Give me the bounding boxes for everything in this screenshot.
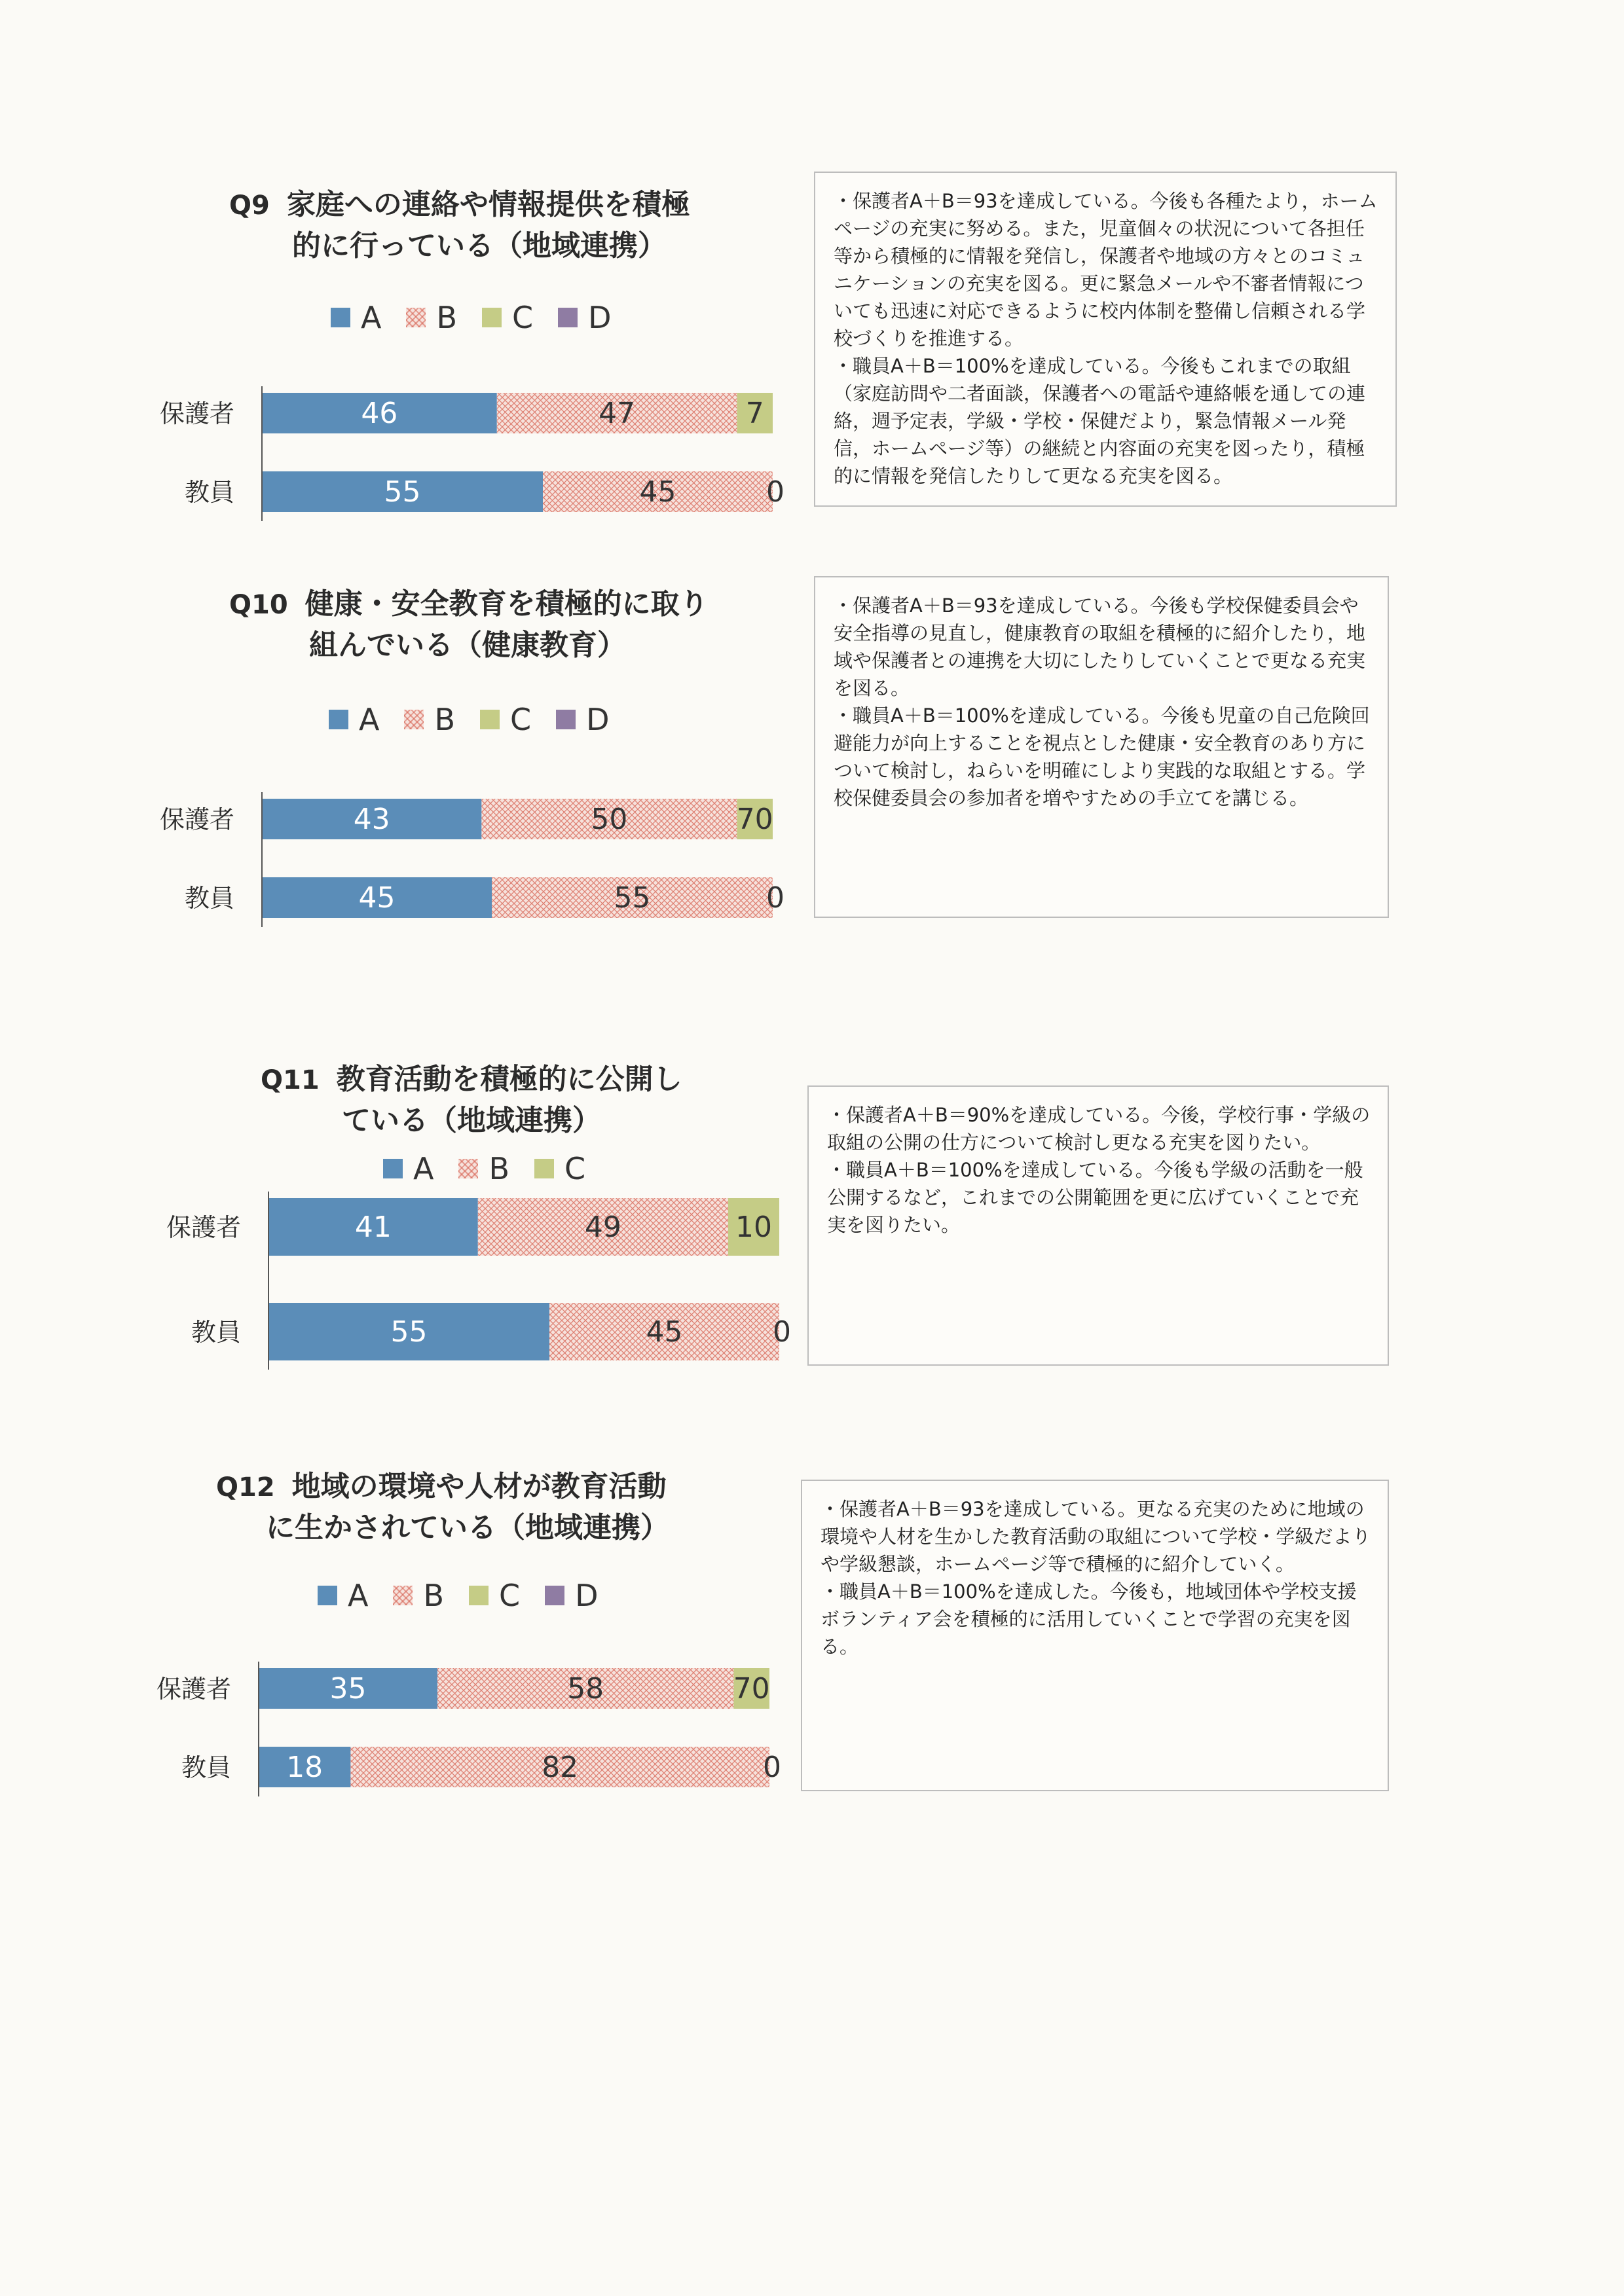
question-title-line1: 健康・安全教育を積極的に取り	[304, 587, 709, 621]
legend-swatch-b	[393, 1586, 413, 1605]
value-label: 0	[766, 475, 784, 509]
question-title	[261, 1059, 682, 1141]
legend-item-b	[404, 702, 455, 737]
legend-label: D	[575, 1578, 599, 1613]
question-title-line2: 的に行っている（地域連携）	[292, 229, 667, 263]
legend-label: D	[586, 702, 610, 737]
legend-label: D	[588, 300, 612, 335]
legend-swatch-a	[329, 710, 348, 729]
legend-swatch-a	[318, 1586, 337, 1605]
value-label: 82	[542, 1751, 579, 1784]
stacked-bar-chart	[138, 1185, 832, 1374]
legend-item-a	[318, 1578, 368, 1613]
chart-svg	[128, 1655, 822, 1800]
legend-swatch-d	[556, 710, 576, 729]
legend-swatch-a	[331, 308, 350, 327]
legend-item-d	[556, 702, 609, 737]
legend-label: B	[436, 300, 458, 335]
legend-item-d	[558, 300, 611, 335]
category-label: 保護者	[156, 1675, 231, 1704]
legend-label: C	[510, 702, 532, 737]
chart-legend	[329, 702, 635, 737]
legend-label: B	[434, 702, 456, 737]
legend-item-b	[406, 300, 457, 335]
value-label: 10	[735, 1211, 772, 1244]
legend-item-c	[469, 1578, 520, 1613]
value-label: 18	[286, 1751, 323, 1784]
legend-item-a	[383, 1151, 434, 1186]
question-number: Q10	[229, 590, 288, 620]
legend-swatch-c	[482, 308, 502, 327]
value-label: 41	[354, 1211, 392, 1244]
value-label: 70	[733, 1672, 770, 1705]
value-label: 45	[358, 881, 396, 915]
comment-paragraph: ・保護者A＋B＝90%を達成している。今後，学校行事・学級の取組の公開の仕方について検討し更なる充実を図りたい。	[827, 1104, 1371, 1154]
legend-label: A	[359, 702, 380, 737]
legend-item-c	[480, 702, 531, 737]
legend-label: A	[348, 1578, 369, 1613]
question-title	[229, 584, 709, 666]
legend-swatch-d	[545, 1586, 564, 1605]
category-label: 教員	[184, 478, 234, 507]
stacked-bar-chart	[128, 1655, 822, 1800]
value-label: 55	[390, 1315, 428, 1349]
value-label: 7	[745, 397, 764, 430]
legend-label: C	[499, 1578, 521, 1613]
value-label: 43	[353, 803, 390, 836]
comment-paragraph: ・保護者A＋B＝93を達成している。今後も学校保健委員会や安全指導の見直し，健康教育の取組を積極的に紹介したり，地域や保護者との連携を大切にしたりしていくことで更なる充実を図る。	[834, 594, 1366, 699]
question-title-line2: に生かされている（地域連携）	[266, 1511, 669, 1544]
legend-swatch-b	[406, 308, 426, 327]
legend-label: B	[489, 1151, 510, 1186]
value-label: 45	[639, 475, 676, 509]
chart-svg	[138, 1185, 832, 1374]
stacked-bar-chart	[131, 786, 825, 931]
value-label: 55	[614, 881, 651, 915]
category-label: 教員	[181, 1753, 231, 1782]
value-label: 70	[736, 803, 773, 836]
comment-paragraph: ・保護者A＋B＝93を達成している。更なる充実のために地域の環境や人材を生かした教育活動の取組について学校・学級だよりや学級懇談，ホームページ等で積極的に紹介していく。	[821, 1498, 1371, 1575]
category-label: 教員	[184, 884, 234, 913]
comment-box	[814, 172, 1397, 507]
value-label: 45	[646, 1315, 683, 1349]
question-title	[229, 185, 690, 266]
value-label: 0	[773, 1315, 791, 1349]
question-title-line1: 家庭への連絡や情報提供を積極	[286, 188, 690, 221]
comment-box	[801, 1480, 1389, 1791]
comment-paragraph: ・職員A＋B＝100%を達成している。今後も児童の自己危険回避能力が向上することを視点とした健康・安全教育のあり方について検討し，ねらいを明確にしより実践的な取組とする。学校保健委員会の参加者を増やすための手立てを講じる。	[834, 704, 1370, 809]
chart-svg	[131, 786, 825, 931]
chart-legend	[318, 1578, 623, 1613]
legend-item-d	[545, 1578, 598, 1613]
legend-item-c	[534, 1151, 585, 1186]
question-number: Q9	[229, 191, 270, 221]
category-label: 保護者	[166, 1213, 241, 1242]
chart-legend	[331, 300, 637, 335]
question-number: Q12	[216, 1472, 275, 1503]
category-label: 保護者	[159, 805, 234, 834]
chart-legend	[383, 1151, 610, 1186]
comment-paragraph: ・保護者A＋B＝93を達成している。今後も各種たより，ホームページの充実に努める。また，児童個々の状況について各担任等から積極的に情報を発信し，保護者や地域の方々とのコミュニケーションの充実を図る。更に緊急メールや不審者情報についても迅速に対応できるように校内体制を整備し信頼される学校づくりを推進する。	[834, 190, 1378, 350]
legend-label: C	[512, 300, 534, 335]
value-label: 0	[766, 881, 784, 915]
question-title-line1: 地域の環境や人材が教育活動	[291, 1470, 667, 1503]
legend-swatch-d	[558, 308, 578, 327]
legend-swatch-b	[404, 710, 424, 729]
question-title	[216, 1467, 669, 1548]
legend-item-b	[458, 1151, 509, 1186]
value-label: 46	[361, 397, 398, 430]
value-label: 55	[384, 475, 421, 509]
stacked-bar-chart	[131, 380, 825, 525]
legend-swatch-b	[458, 1159, 478, 1178]
legend-item-a	[331, 300, 381, 335]
legend-item-c	[482, 300, 533, 335]
question-number: Q11	[261, 1065, 320, 1095]
legend-label: A	[361, 300, 382, 335]
chart-svg	[131, 380, 825, 525]
legend-label: C	[564, 1151, 586, 1186]
legend-swatch-a	[383, 1159, 403, 1178]
legend-item-b	[393, 1578, 444, 1613]
comment-paragraph: ・職員A＋B＝100%を達成している。今後も学級の活動を一般公開するなど，これまでの公開範囲を更に広げていくことで充実を図りたい。	[827, 1159, 1363, 1236]
legend-swatch-c	[534, 1159, 554, 1178]
value-label: 58	[567, 1672, 604, 1705]
question-title-line1: 教育活動を積極的に公開し	[336, 1063, 682, 1096]
category-label: 教員	[191, 1318, 241, 1347]
value-label: 50	[591, 803, 628, 836]
comment-box	[814, 576, 1389, 918]
value-label: 0	[763, 1751, 781, 1784]
legend-swatch-c	[480, 710, 500, 729]
question-title-line2: ている（地域連携）	[342, 1104, 601, 1137]
comment-box	[807, 1085, 1389, 1366]
legend-label: A	[413, 1151, 434, 1186]
question-title-line2: 組んでいる（健康教育）	[309, 629, 626, 662]
legend-label: B	[423, 1578, 445, 1613]
comment-paragraph: ・職員A＋B＝100%を達成している。今後もこれまでの取組（家庭訪問や二者面談，保護者への電話や連絡帳を通しての連絡，週予定表，学級・学校・保健だより，緊急情報メール発信，ホームページ等）の継続と内容面の充実を図ったり，積極的に情報を発信したりして更なる充実を図る。	[834, 355, 1366, 487]
comment-paragraph: ・職員A＋B＝100%を達成した。今後も，地域団体や学校支援ボランティア会を積極的に活用していくことで学習の充実を図る。	[821, 1580, 1357, 1658]
category-label: 保護者	[159, 399, 234, 428]
value-label: 47	[599, 397, 636, 430]
value-label: 49	[584, 1211, 621, 1244]
legend-item-a	[329, 702, 379, 737]
value-label: 35	[329, 1672, 367, 1705]
legend-swatch-c	[469, 1586, 489, 1605]
